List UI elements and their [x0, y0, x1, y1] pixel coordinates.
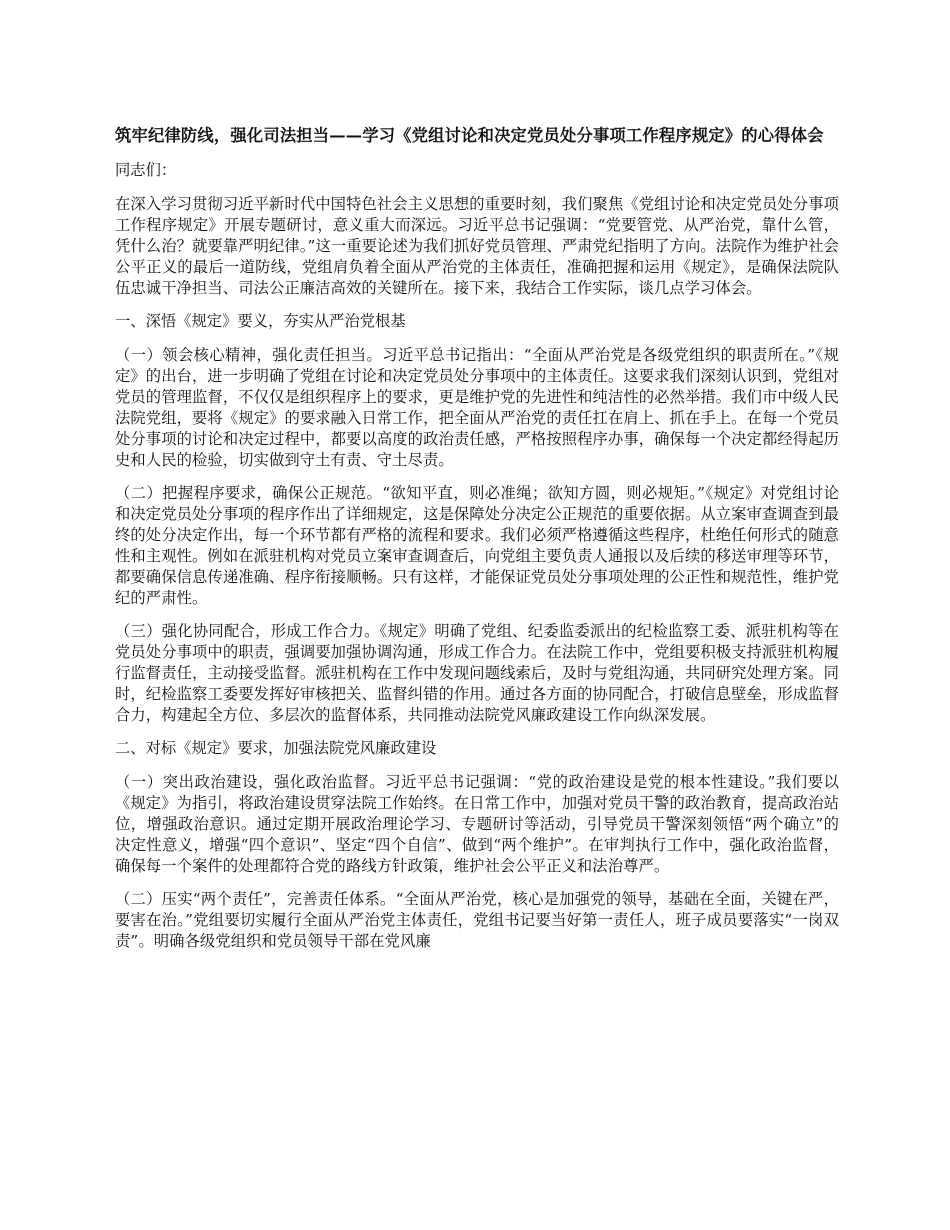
document-page [115, 124, 839, 964]
salutation: 同志们： [115, 161, 177, 179]
section-2-paragraph-2: （二）压实“两个责任”，完善责任体系。“全面从严治党，核心是加强党的领导，基础在全面，关键在严，要害在治。”党组要切实履行全面从严治党主体责任，党组书记要当好第一责任人，班子成员要落实“一岗双责”。明确各级党组织和党员领导干部在党风廉 [115, 890, 839, 950]
section-1-paragraph-2: （二）把握程序要求，确保公正规范。“欲知平直，则必准绳；欲知方圆，则必规矩。”《规定》对党组讨论和决定党员处分事项的程序作出了详细规定，这是保障处分决定公正规范的重要依据。从立案审查调查到最终的处分决定作出，每一个环节都有严格的流程和要求。我们必须严格遵循这些程序，杜绝任何形式的随意性和主观性。例如在派驻机构对党员立案审查调查后，向党组主要负责人通报以及后续的移送审理等环节，都要确保信息传递准确、程序衔接顺畅。只有这样，才能保证党员处分事项处理的公正性和规范性，维护党纪的严肃性。 [115, 484, 839, 607]
section-1-heading: 一、深悟《规定》要义，夯实从严治党根基 [115, 312, 406, 330]
section-2-paragraph-1: （一）突出政治建设，强化政治监督。习近平总书记强调：“党的政治建设是党的根本性建设。”我们要以《规定》为指引，将政治建设贯穿法院工作始终。在日常工作中，加强对党员干警的政治教育，提高政治站位，增强政治意识。通过定期开展政治理论学习、专题研讨等活动，引导党员干警深刻领悟“两个确立”的决定性意义，增强“四个意识”、坚定“四个自信”、做到“两个维护”。在审判执行工作中，强化政治监督，确保每一个案件的处理都符合党的路线方针政策，维护社会公平正义和法治尊严。 [115, 773, 839, 875]
section-2-heading: 二、对标《规定》要求，加强法院党风廉政建设 [115, 739, 437, 757]
intro-paragraph: 在深入学习贯彻习近平新时代中国特色社会主义思想的重要时刻，我们聚焦《党组讨论和决定党员处分事项工作程序规定》开展专题研讨，意义重大而深远。习近平总书记强调：“党要管党、从严治党，靠什么管，凭什么治？就要靠严明纪律。”这一重要论述为我们抓好党员管理、严肃党纪指明了方向。法院作为维护社会公平正义的最后一道防线，党组肩负着全面从严治党的主体责任，准确把握和运用《规定》，是确保法院队伍忠诚干净担当、司法公正廉洁高效的关键所在。接下来，我结合工作实际，谈几点学习体会。 [115, 195, 839, 297]
document-title: 筑牢纪律防线，强化司法担当——学习《党组讨论和决定党员处分事项工作程序规定》的心得体会 [115, 126, 824, 145]
section-1-paragraph-3: （三）强化协同配合，形成工作合力。《规定》明确了党组、纪委监委派出的纪检监察工委、派驻机构等在党员处分事项中的职责，强调要加强协调沟通，形成工作合力。在法院工作中，党组要积极支持派驻机构履行监督责任，主动接受监督。派驻机构在工作中发现问题线索后，及时与党组沟通，共同研究处理方案。同时，纪检监察工委要发挥好审核把关、监督纠错的作用。通过各方面的协同配合，打破信息壁垒，形成监督合力，构建起全方位、多层次的监督体系，共同推动法院党风廉政建设工作向纵深发展。 [115, 622, 839, 724]
section-1-paragraph-1: （一）领会核心精神，强化责任担当。习近平总书记指出：“全面从严治党是各级党组织的职责所在。”《规定》的出台，进一步明确了党组在讨论和决定党员处分事项中的主体责任。这要求我们深刻认识到，党组对党员的管理监督，不仅仅是组织程序上的要求，更是维护党的先进性和纯洁性的必然举措。我们市中级人民法院党组，要将《规定》的要求融入日常工作，把全面从严治党的责任扛在肩上、抓在手上。在每一个党员处分事项的讨论和决定过程中，都要以高度的政治责任感，严格按照程序办事，确保每一个决定都经得起历史和人民的检验，切实做到守土有责、守土尽责。 [115, 346, 839, 469]
